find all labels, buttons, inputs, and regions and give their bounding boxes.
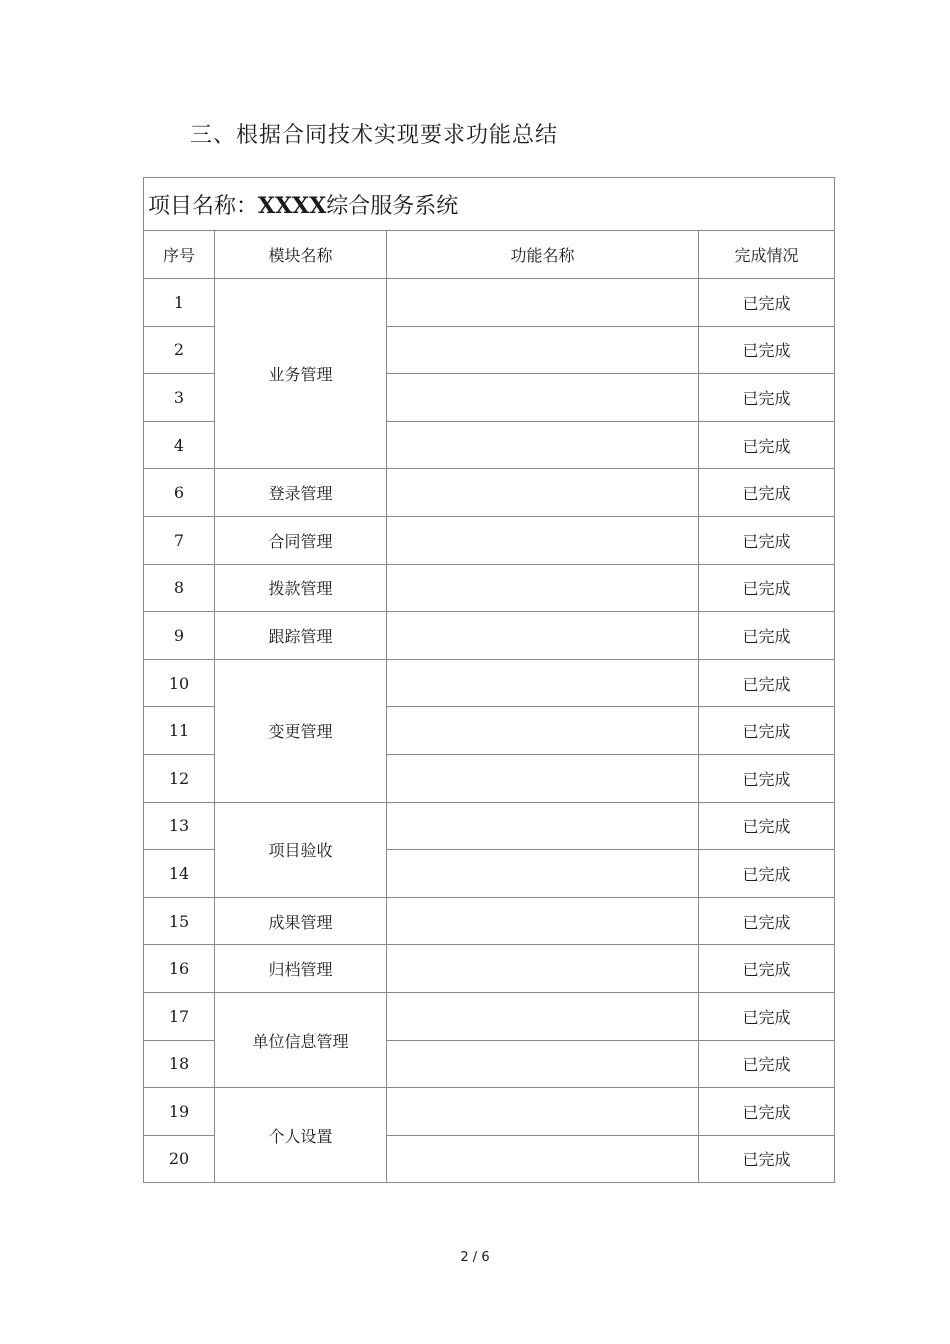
project-name-text: 综合服务系统: [326, 193, 459, 219]
section-heading: 三、根据合同技术实现要求功能总结: [190, 123, 559, 148]
row-index: 13: [144, 802, 215, 850]
row-index: 6: [144, 469, 215, 517]
completion-status: 已完成: [699, 421, 835, 469]
row-index: 19: [144, 1088, 215, 1136]
function-name: [387, 659, 699, 707]
module-name: 归档管理: [215, 945, 387, 993]
row-index: 8: [144, 564, 215, 612]
row-index: 4: [144, 421, 215, 469]
table-header-row: [144, 231, 835, 279]
completion-status: 已完成: [699, 659, 835, 707]
completion-status: 已完成: [699, 279, 835, 327]
completion-status: 已完成: [699, 469, 835, 517]
header-index: 序号: [144, 231, 215, 279]
row-index: 1: [144, 279, 215, 327]
function-name: [387, 850, 699, 898]
header-module: 模块名称: [215, 231, 387, 279]
function-name: [387, 421, 699, 469]
row-index: 7: [144, 516, 215, 564]
function-name: [387, 992, 699, 1040]
row-index: 12: [144, 754, 215, 802]
function-name: [387, 1040, 699, 1088]
function-name: [387, 897, 699, 945]
table-row: [144, 802, 835, 850]
function-name: [387, 612, 699, 660]
page-number: 2 / 6: [460, 1250, 490, 1265]
completion-status: 已完成: [699, 850, 835, 898]
module-name: 个人设置: [215, 1088, 387, 1183]
row-index: 3: [144, 374, 215, 422]
function-name: [387, 754, 699, 802]
table-row: [144, 469, 835, 517]
table-row: [144, 992, 835, 1040]
function-name: [387, 1088, 699, 1136]
row-index: 16: [144, 945, 215, 993]
module-name: 业务管理: [215, 279, 387, 469]
row-index: 17: [144, 992, 215, 1040]
completion-status: 已完成: [699, 374, 835, 422]
completion-status: 已完成: [699, 754, 835, 802]
project-name-code: XXXX: [258, 192, 327, 219]
function-name: [387, 1135, 699, 1183]
table-row: [144, 612, 835, 660]
module-name: 变更管理: [215, 659, 387, 802]
row-index: 15: [144, 897, 215, 945]
completion-status: 已完成: [699, 897, 835, 945]
function-name: [387, 469, 699, 517]
module-name: 合同管理: [215, 516, 387, 564]
module-name: 成果管理: [215, 897, 387, 945]
function-name: [387, 374, 699, 422]
row-index: 2: [144, 326, 215, 374]
table-title-row: [144, 178, 835, 231]
header-status: 完成情况: [699, 231, 835, 279]
completion-status: 已完成: [699, 945, 835, 993]
completion-status: 已完成: [699, 802, 835, 850]
row-index: 14: [144, 850, 215, 898]
completion-status: 已完成: [699, 326, 835, 374]
completion-status: 已完成: [699, 564, 835, 612]
completion-status: 已完成: [699, 1040, 835, 1088]
header-function: 功能名称: [387, 231, 699, 279]
module-name: 单位信息管理: [215, 992, 387, 1087]
module-name: 登录管理: [215, 469, 387, 517]
project-name-cell: [144, 178, 835, 231]
function-name: [387, 945, 699, 993]
table-row: [144, 945, 835, 993]
row-index: 20: [144, 1135, 215, 1183]
row-index: 18: [144, 1040, 215, 1088]
completion-status: 已完成: [699, 612, 835, 660]
completion-status: 已完成: [699, 1135, 835, 1183]
table-row: [144, 564, 835, 612]
project-name-label: 项目名称：: [148, 193, 259, 219]
row-index: 9: [144, 612, 215, 660]
function-name: [387, 516, 699, 564]
module-name: 拨款管理: [215, 564, 387, 612]
function-name: [387, 802, 699, 850]
table-row: [144, 897, 835, 945]
table-row: [144, 1088, 835, 1136]
module-name: 项目验收: [215, 802, 387, 897]
completion-status: 已完成: [699, 707, 835, 755]
function-name: [387, 326, 699, 374]
row-index: 10: [144, 659, 215, 707]
row-index: 11: [144, 707, 215, 755]
completion-status: 已完成: [699, 992, 835, 1040]
function-name: [387, 707, 699, 755]
module-name: 跟踪管理: [215, 612, 387, 660]
completion-status: 已完成: [699, 516, 835, 564]
table-row: [144, 659, 835, 707]
completion-status: 已完成: [699, 1088, 835, 1136]
table-row: [144, 279, 835, 327]
function-name: [387, 564, 699, 612]
function-summary-table: [143, 177, 835, 1183]
function-name: [387, 279, 699, 327]
table-row: [144, 516, 835, 564]
